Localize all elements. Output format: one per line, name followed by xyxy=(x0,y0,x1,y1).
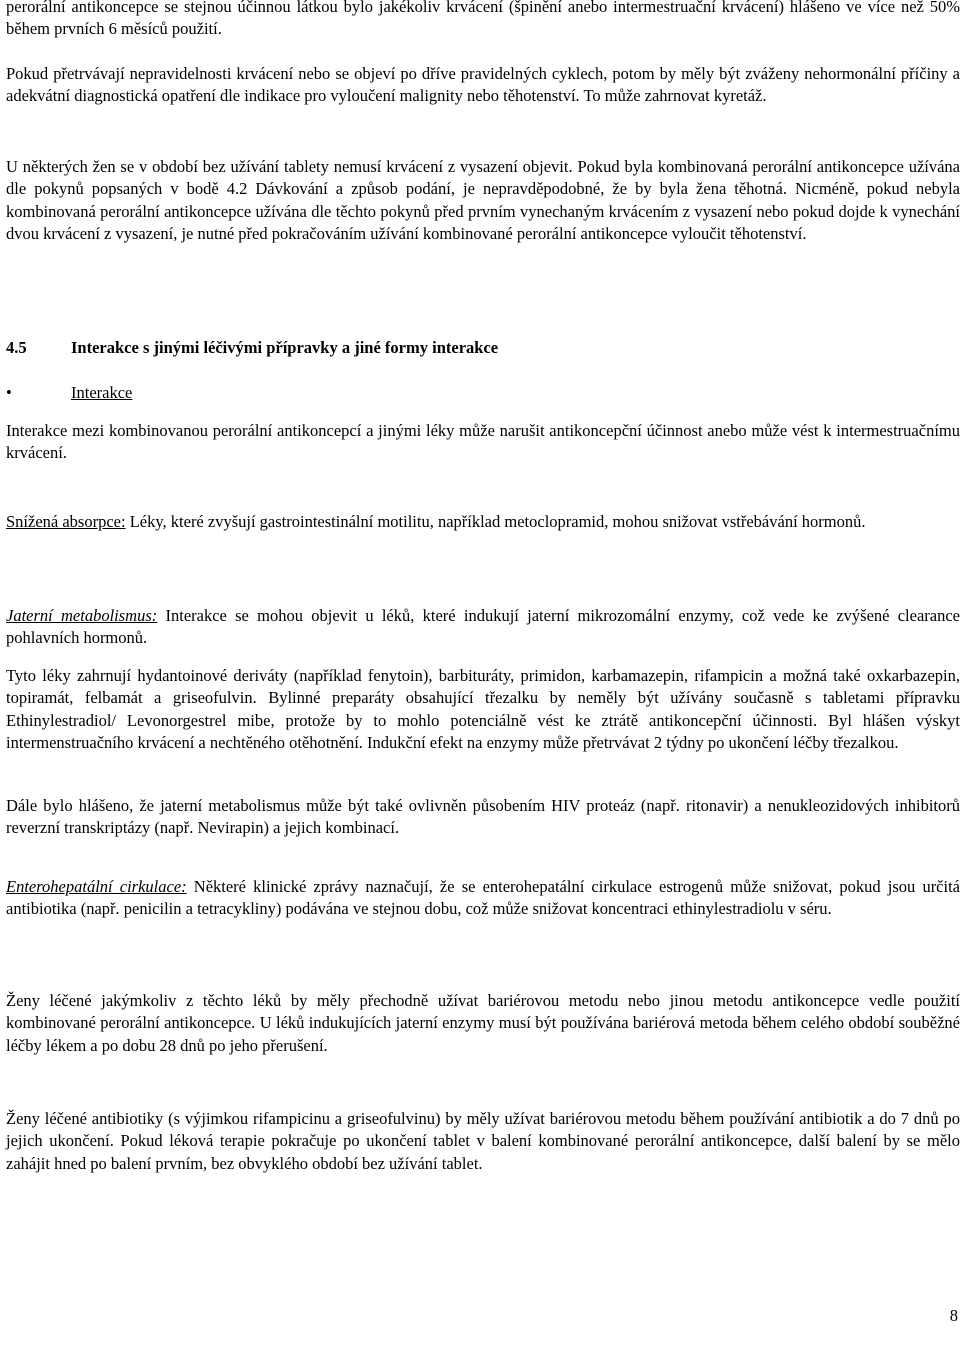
hepatic-label: Jaterní metabolismus: xyxy=(6,606,158,625)
enterohepatic-text: Některé klinické zprávy naznačují, že se enterohepatální cirkulace estrogenů může snižovat, pokud jsou určitá antibiotika (např. penicilin a tetracykliny) podávána ve stejnou dobu, což může snižovat koncentraci ethinylestradiolu v séru. xyxy=(6,877,960,919)
continuation-paragraph: perorální antikoncepce se stejnou účinnou látkou bylo jakékoliv krvácení (špinění anebo intermestruační krvácení) hlášeno ve více než 50% během prvních 6 měsíců použití. xyxy=(6,0,960,39)
absorption-label: Snížená absorpce: xyxy=(6,512,126,531)
withdrawal-bleeding-paragraph: U některých žen se v období bez užívání tablety nemusí krvácení z vysazení objevit. Pokud byla kombinovaná perorální antikoncepce užívána dle pokynů popsaných v bodě 4.2 Dávkování a způsob podání, je nepravděpodobné, že by byla žena těhotná. Nicméně, pokud nebyla kombinovaná perorální antikoncepce užívána dle těchto pokynů před prvním vynechaným krvácením z vysazení nebo pokud dojde k vynechání dvou krvácení z vysazení, je nutné před pokračováním užívání kombinované perorální antikoncepce vyloučit těhotenství. xyxy=(6,157,960,244)
enterohepatic-label: Enterohepatální cirkulace: xyxy=(6,877,187,896)
inducing-drugs-paragraph: Tyto léky zahrnují hydantoinové deriváty (například fenytoin), barbituráty, primidon, karbamazepin, rifampicin a možná také oxkarbazepin, topiramát, felbamát a griseofulvin. Bylinné preparáty obsahující třezalku by neměly být užívány současně s tabletami přípravku Ethinylestradiol/ Levonorgestrel mibe, protože by to mohlo potenciálně vést ke ztrátě antikoncepční účinnosti. Byl hlášen výskyt intermenstruačního krvácení a nechtěného otěhotnění. Indukční efekt na enzymy může přetrvávat 2 týdny po ukončení léčby třezalkou. xyxy=(6,666,960,753)
hiv-paragraph: Dále bylo hlášeno, že jaterní metabolismus může být také ovlivněn působením HIV proteáz (např. ritonavir) a nenukleozidových inhibitorů reverzní transkriptázy (např. Nevirapin) a jejich kombinací. xyxy=(6,796,960,838)
hepatic-text: Interakce se mohou objevit u léků, které indukují jaterní mikrozomální enzymy, což vede ke zvýšené clearance pohlavních hormonů. xyxy=(6,606,960,648)
bullet-label: Interakce xyxy=(71,383,133,402)
hepatic-paragraph xyxy=(6,605,960,650)
bullet-icon: • xyxy=(6,383,12,402)
irregular-bleeding-paragraph: Pokud přetrvávají nepravidelnosti krvácení nebo se objeví po dříve pravidelných cyklech, potom by měly být zváženy nehormonální příčiny a adekvátní diagnostická opatření dle indikace pro vyloučení malignity nebo těhotenství. To může zahrnovat kyretáž. xyxy=(6,64,960,106)
antibiotics-paragraph: Ženy léčené antibiotiky (s výjimkou rifampicinu a griseofulvinu) by měly užívat bariérovou metodu během používání antibiotik a do 7 dnů po jejich ukončení. Pokud léková terapie pokračuje po ukončení tablet v balení kombinované perorální antikoncepce, další balení by se mělo zahájit hned po balení prvním, bez obvyklého období bez užívání tablet. xyxy=(6,1109,960,1173)
section-title: Interakce s jinými léčivými přípravky a jiné formy interakce xyxy=(71,338,499,357)
enterohepatic-paragraph xyxy=(6,876,960,921)
bullet-item xyxy=(6,382,132,404)
interaction-intro-paragraph: Interakce mezi kombinovanou perorální antikoncepcí a jinými léky může narušit antikoncepční účinnost anebo může vést k intermestruačnímu krvácení. xyxy=(6,421,960,463)
page-number: 8 xyxy=(949,1305,958,1325)
barrier-method-paragraph: Ženy léčené jakýmkoliv z těchto léků by měly přechodně užívat bariérovou metodu nebo jinou metodu antikoncepce vedle použití kombinované perorální antikoncepce. U léků indukujících jaterní enzymy musí být používána bariérová metoda během celého období souběžné léčby lékem a po dobu 28 dnů po jeho přerušení. xyxy=(6,991,960,1055)
absorption-paragraph xyxy=(6,511,960,533)
section-heading xyxy=(6,337,498,359)
section-number: 4.5 xyxy=(6,338,27,357)
absorption-text: Léky, které zvyšují gastrointestinální motilitu, například metoclopramid, mohou snižovat vstřebávání hormonů. xyxy=(125,512,866,531)
